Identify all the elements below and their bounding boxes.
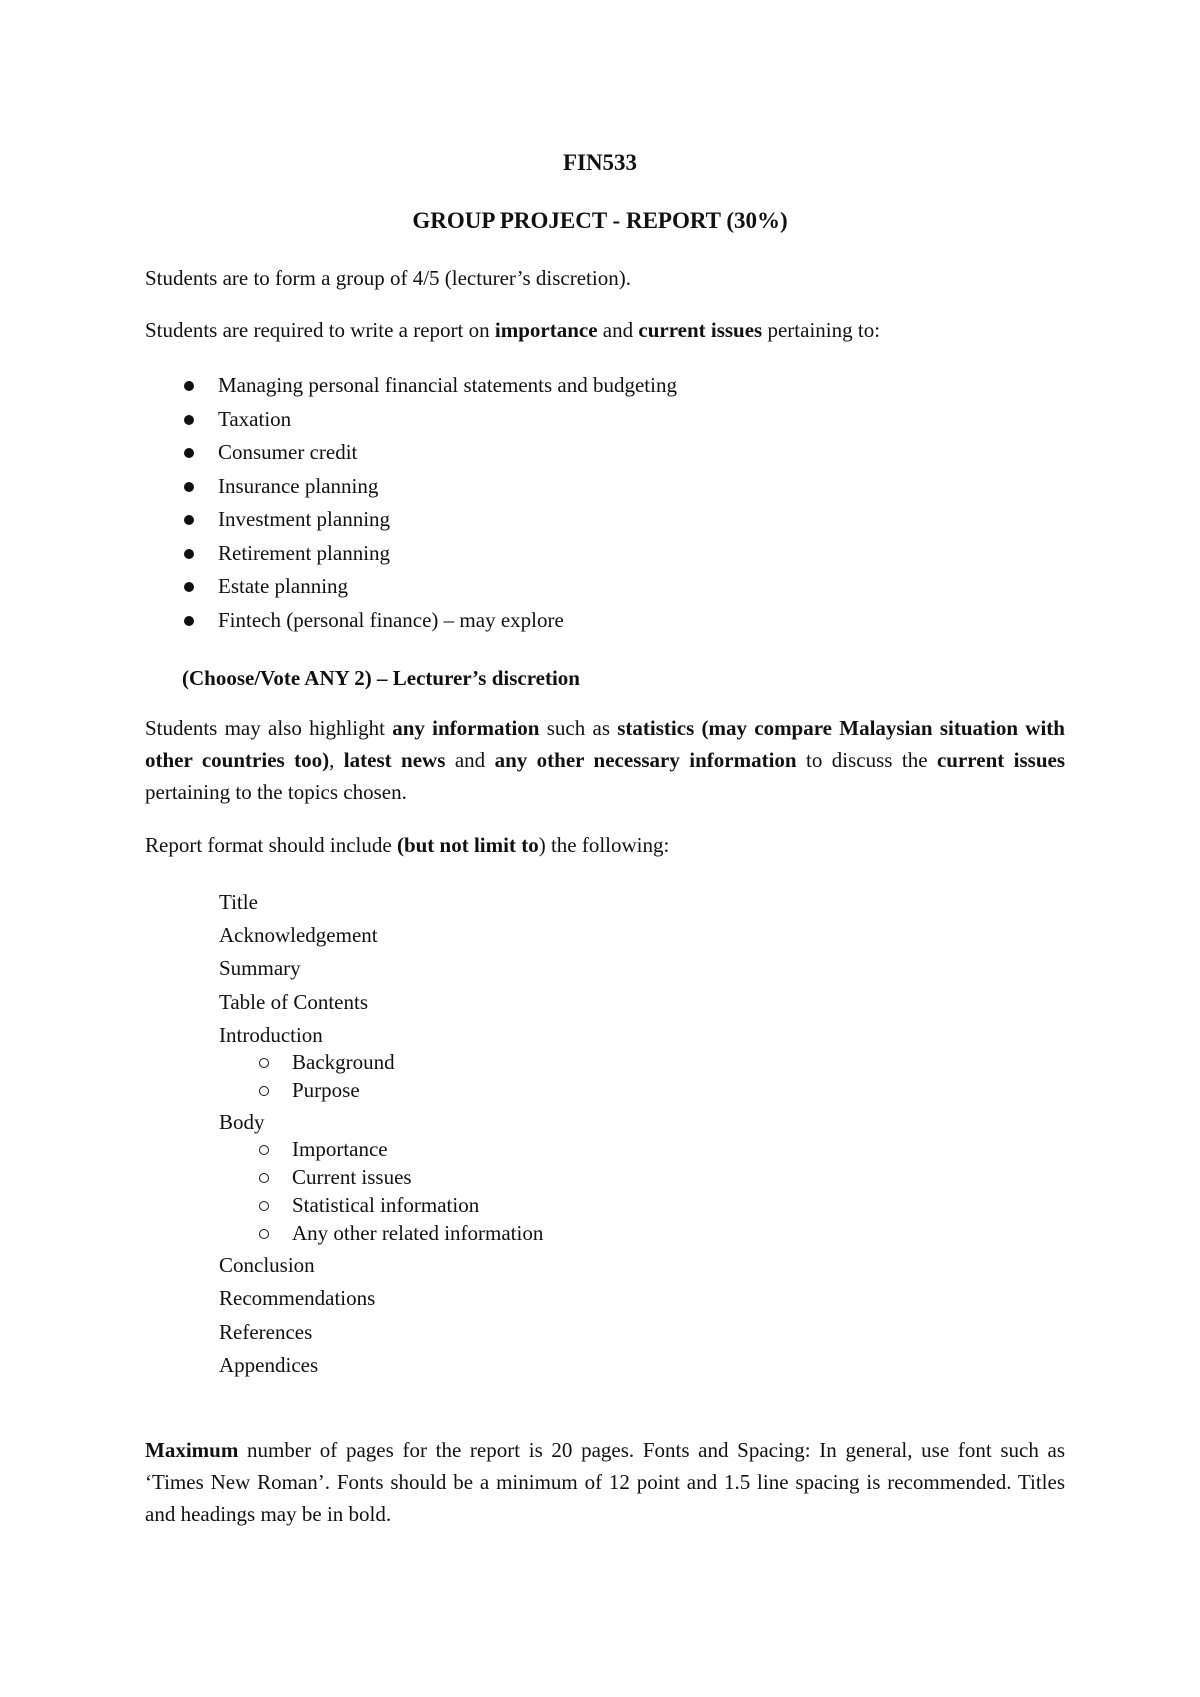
list-item bbox=[182, 503, 882, 537]
format-item-appendices: Appendices bbox=[219, 1352, 319, 1377]
page-limit-text: number of pages for the report is 20 pages. Fonts and Spacing: In general, use font such as ‘Times New Roman’. Fonts should be a minimum of 12 point and 1.5 line spacing is recommended. Titles and headings may be in bold. bbox=[145, 1438, 1065, 1526]
format-item-title: Title bbox=[219, 890, 258, 914]
format-item-toc: Table of Contents bbox=[219, 989, 368, 1014]
circle-bullet-icon bbox=[259, 1145, 269, 1155]
highlight-bold: any other necessary information bbox=[494, 748, 797, 772]
sub-item-label: Current issues bbox=[292, 1165, 412, 1190]
list-item bbox=[219, 1163, 919, 1191]
list-item bbox=[219, 1219, 919, 1247]
choose-note: (Choose/Vote ANY 2) – Lecturer’s discretion bbox=[182, 666, 580, 690]
page-limit-paragraph bbox=[145, 1434, 1065, 1530]
highlight-bold: latest news bbox=[343, 748, 446, 772]
format-item-summary: Summary bbox=[219, 956, 301, 981]
project-title-heading: GROUP PROJECT - REPORT (30%) bbox=[412, 208, 788, 233]
bullet-icon bbox=[184, 448, 194, 458]
topic-label: Investment planning bbox=[218, 507, 391, 531]
list-item bbox=[182, 403, 882, 437]
highlight-text: pertaining to the topics chosen. bbox=[145, 780, 407, 804]
format-item-introduction bbox=[219, 1019, 919, 1104]
topic-list bbox=[182, 369, 882, 637]
course-code-heading: FIN533 bbox=[562, 150, 638, 175]
topic-label: Consumer credit bbox=[218, 440, 358, 464]
report-format-list bbox=[219, 886, 919, 1382]
format-intro-text: Report format should include bbox=[145, 833, 397, 857]
format-item-body bbox=[219, 1106, 919, 1247]
list-item bbox=[182, 537, 882, 571]
bullet-icon bbox=[184, 515, 194, 525]
list-item bbox=[219, 1048, 919, 1076]
highlight-paragraph bbox=[145, 712, 1065, 808]
circle-bullet-icon bbox=[259, 1173, 269, 1183]
bullet-icon bbox=[184, 582, 194, 592]
highlight-text: , bbox=[329, 748, 344, 772]
introduction-sub-list bbox=[219, 1048, 919, 1104]
requirement-paragraph bbox=[145, 314, 1065, 346]
highlight-text: Students may also highlight bbox=[145, 716, 393, 740]
topic-label: Retirement planning bbox=[218, 540, 391, 565]
circle-bullet-icon bbox=[259, 1058, 269, 1068]
group-paragraph: Students are to form a group of 4/5 (lecturer’s discretion). bbox=[145, 266, 631, 290]
format-intro-bold: (but not limit to bbox=[396, 833, 539, 857]
highlight-text: to discuss the bbox=[796, 748, 937, 772]
list-item bbox=[219, 1135, 919, 1163]
list-item bbox=[182, 604, 882, 638]
topic-label: Insurance planning bbox=[218, 473, 379, 498]
circle-bullet-icon bbox=[259, 1229, 269, 1239]
format-item-acknowledgement: Acknowledgement bbox=[219, 923, 378, 948]
requirement-text: Students are required to write a report on bbox=[145, 318, 495, 342]
list-item bbox=[182, 570, 882, 604]
body-label: Body bbox=[219, 1110, 265, 1135]
topic-label: Fintech (personal finance) – may explore bbox=[218, 607, 564, 632]
maximum-bold: Maximum bbox=[145, 1438, 239, 1462]
bullet-icon bbox=[184, 549, 194, 559]
highlight-bold: current issues bbox=[936, 748, 1066, 772]
highlight-bold: any information bbox=[392, 716, 540, 740]
list-item bbox=[182, 369, 882, 403]
format-intro-paragraph bbox=[145, 829, 1065, 861]
highlight-text: and bbox=[445, 748, 495, 772]
bullet-icon bbox=[184, 381, 194, 391]
list-item bbox=[219, 1076, 919, 1104]
format-intro-text: ) the following: bbox=[538, 833, 670, 857]
topic-label: Taxation bbox=[218, 406, 292, 431]
requirement-bold-importance: importance bbox=[494, 318, 598, 342]
format-item-conclusion: Conclusion bbox=[219, 1253, 315, 1278]
circle-bullet-icon bbox=[259, 1086, 269, 1096]
sub-item-label: Purpose bbox=[292, 1078, 360, 1103]
circle-bullet-icon bbox=[259, 1201, 269, 1211]
introduction-label: Introduction bbox=[219, 1022, 323, 1047]
sub-item-label: Any other related information bbox=[292, 1221, 544, 1246]
format-item-references: References bbox=[219, 1319, 313, 1344]
sub-item-label: Importance bbox=[292, 1137, 388, 1162]
requirement-bold-current-issues: current issues bbox=[638, 318, 763, 342]
list-item bbox=[182, 436, 882, 470]
list-item bbox=[219, 1191, 919, 1219]
sub-item-label: Background bbox=[292, 1050, 395, 1075]
bullet-icon bbox=[184, 482, 194, 492]
sub-item-label: Statistical information bbox=[292, 1193, 480, 1218]
body-sub-list bbox=[219, 1135, 919, 1247]
requirement-text: pertaining to: bbox=[762, 318, 881, 342]
topic-label: Estate planning bbox=[218, 574, 349, 598]
list-item bbox=[182, 470, 882, 504]
requirement-text: and bbox=[597, 318, 639, 342]
format-item-recommendations: Recommendations bbox=[219, 1286, 376, 1311]
bullet-icon bbox=[184, 415, 194, 425]
topic-label: Managing personal financial statements and budgeting bbox=[218, 373, 677, 397]
highlight-text: such as bbox=[539, 716, 618, 740]
bullet-icon bbox=[184, 616, 194, 626]
highlight-bold: statistics (may compare Malaysian situation with other countries too) bbox=[145, 716, 1065, 772]
